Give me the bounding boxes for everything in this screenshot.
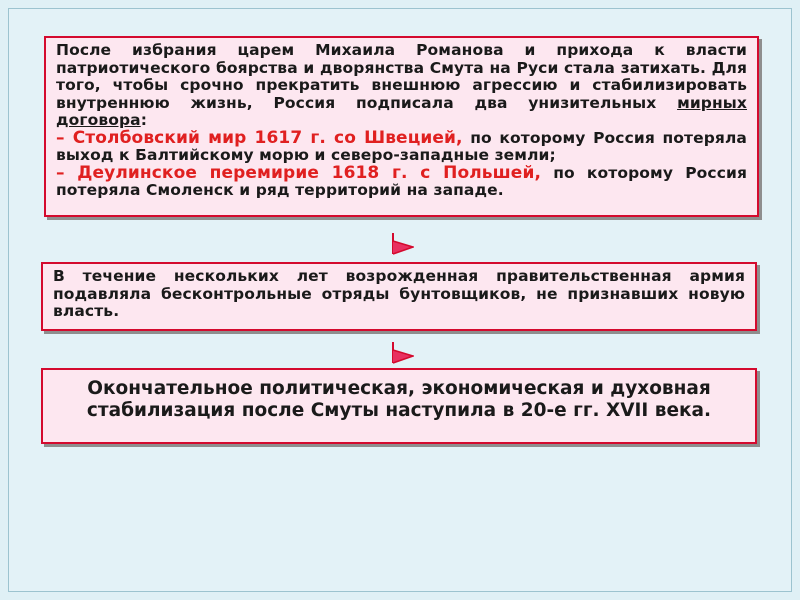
stolbovo-treaty-title: – Столбовский мир 1617 г. со Швецией, — [56, 127, 463, 148]
deulino-truce-text: по которому Россия потеряла Смоленск и ряд территорий на западе. — [56, 163, 747, 199]
treaties-paragraph — [56, 42, 747, 200]
army-paragraph: В течение нескольких лет возрожденная правительственная армия подавляла бесконтрольные отряды бунтовщиков, не признавших новую власть. — [53, 267, 745, 320]
army-box — [41, 262, 757, 331]
treaties-box — [44, 36, 759, 217]
stabilization-box — [41, 368, 757, 444]
down-arrow-icon — [390, 341, 414, 365]
stolbovo-treaty-text: по которому Россия потеряла выход к Балтийскому морю и северо-западные земли; — [56, 128, 747, 164]
treaties-colon: : — [140, 111, 148, 129]
deulino-truce-title: – Деулинское перемирие 1618 г. с Польшей, — [56, 162, 542, 183]
down-arrow-icon — [390, 232, 414, 256]
stabilization-paragraph: Окончательное политическая, экономическая и духовная стабилизация после Смуты наступила в 20-е гг. XVII века. — [86, 378, 712, 421]
treaties-intro: После избрания царем Михаила Романова и прихода к власти патриотического боярства и дворянства Смута на Руси стала затихать. Для того, чтобы срочно прекратить внешнюю агрессию и стабилизировать внутреннюю жизнь, Россия подписала два унизительных — [56, 41, 747, 112]
treaties-underlined: мирных договора — [56, 93, 748, 129]
